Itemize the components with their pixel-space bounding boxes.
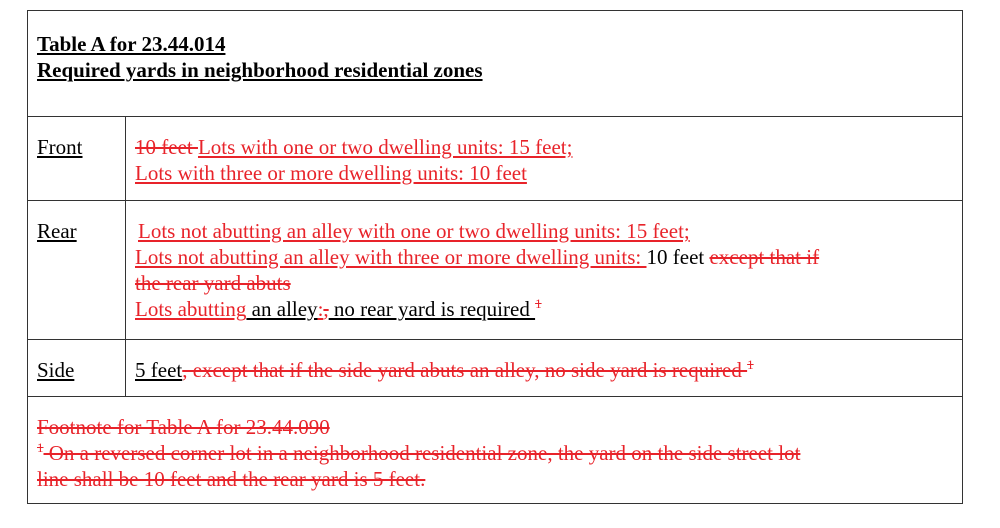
- side-value-cell: [126, 340, 962, 396]
- unchanged-text: no rear yard is required: [328, 297, 536, 321]
- footnote-marker: 1: [747, 357, 754, 372]
- inserted-text: Lots with three or more dwelling units: 10 feet: [135, 161, 527, 185]
- row-label-side: Side: [37, 358, 75, 382]
- front-line-1: [135, 134, 962, 160]
- row-label-cell: [28, 117, 126, 200]
- rear-line-4: [135, 296, 962, 322]
- footnote-line-2: [37, 466, 800, 492]
- table-row-side: [28, 340, 962, 397]
- deleted-text: the rear yard abuts: [135, 271, 291, 295]
- front-line-2: [135, 160, 962, 186]
- side-line: [135, 357, 962, 383]
- unchanged-text: 10 feet: [646, 245, 710, 269]
- footnote-heading-line: [37, 414, 800, 440]
- table-footnote-row: [28, 397, 962, 503]
- footnote-text: On a reversed corner lot in a neighborhood residential zone, the yard on the side street lot: [43, 441, 801, 465]
- footnote-marker: 1: [37, 440, 44, 455]
- inserted-text: Lots with one or two dwelling units: 15 feet;: [197, 135, 573, 159]
- inserted-text: Lots not abutting an alley with one or two dwelling units: 15 feet;: [138, 219, 690, 243]
- rear-line-2: [135, 244, 962, 270]
- deleted-text: except that if: [709, 245, 820, 269]
- front-value-cell: [126, 117, 962, 200]
- table-row-front: [28, 117, 962, 201]
- footnote-marker: 1: [535, 296, 542, 311]
- table-subtitle: Required yards in neighborhood residential zones: [37, 58, 483, 82]
- deleted-text: 10 feet: [135, 135, 198, 159]
- row-label-rear: Rear: [37, 219, 77, 243]
- rear-line-1: [135, 218, 962, 244]
- deleted-text: , except that if the side yard abuts an alley, no side yard is required: [182, 358, 748, 382]
- table-row-rear: [28, 201, 962, 340]
- inserted-text: :: [317, 297, 324, 321]
- table-title-row: [28, 11, 962, 117]
- footnote-heading: Footnote for Table A for 23.44.090: [37, 415, 330, 439]
- inserted-text: Lots not abutting an alley with three or more dwelling units:: [135, 245, 647, 269]
- row-label-cell: [28, 340, 126, 396]
- rear-value-cell: [126, 201, 962, 339]
- footnote-line-1: [37, 440, 800, 466]
- inserted-text: Lots abutting: [135, 297, 247, 321]
- unchanged-text: 5 feet: [135, 358, 183, 382]
- deleted-text: ,: [323, 297, 329, 321]
- row-label-cell: [28, 201, 126, 339]
- footnote-text: line shall be 10 feet and the rear yard is 5 feet.: [37, 467, 426, 491]
- row-label-front: Front: [37, 135, 83, 159]
- rear-line-3: [135, 270, 962, 296]
- unchanged-text: an alley: [246, 297, 318, 321]
- yards-table: [27, 10, 963, 504]
- table-title: Table A for 23.44.014: [37, 32, 226, 56]
